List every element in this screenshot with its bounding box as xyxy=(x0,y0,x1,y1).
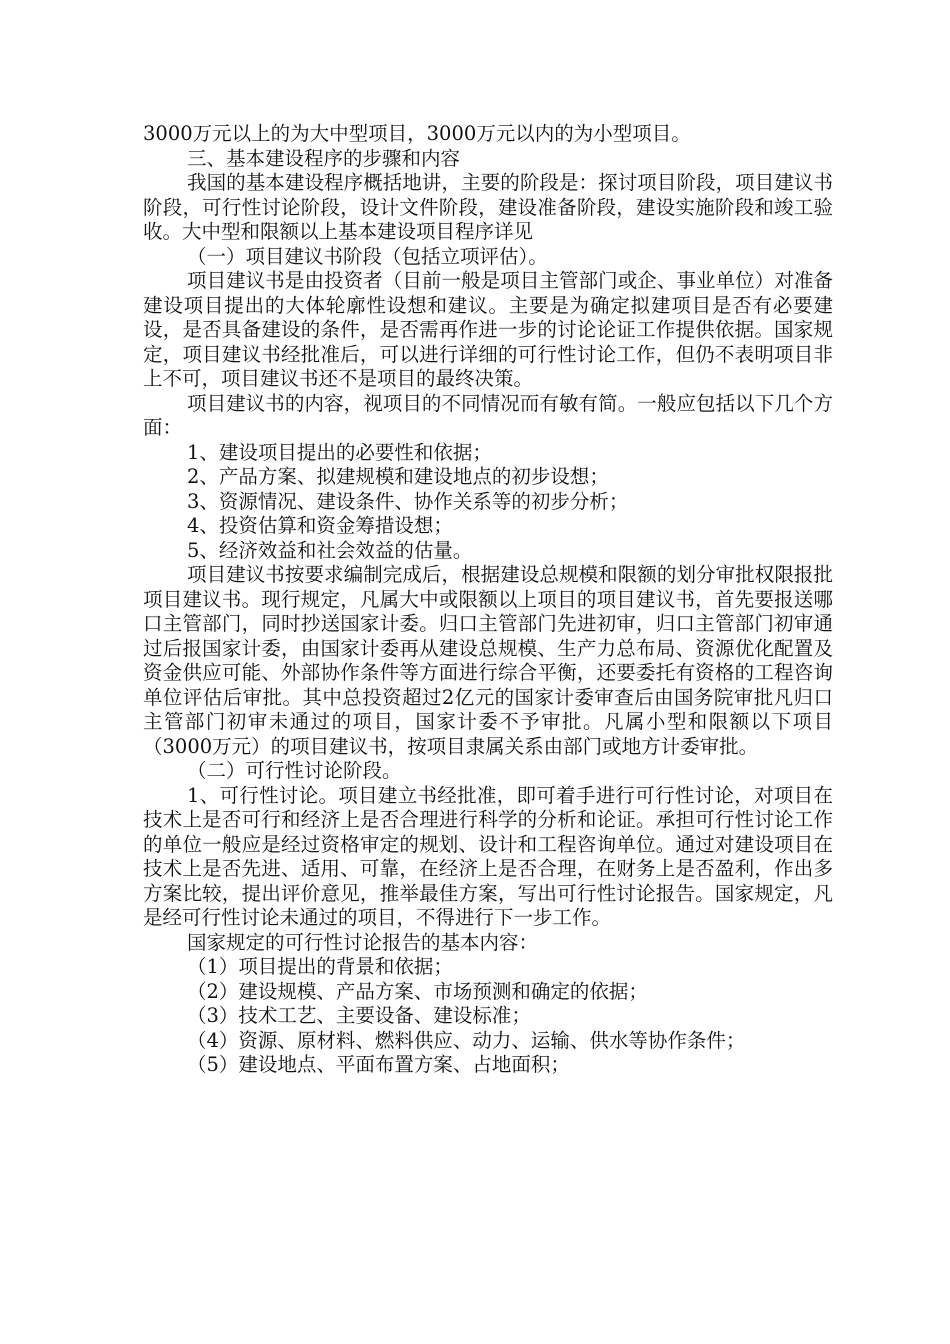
list-item: （5）建设地点、平面布置方案、占地面积； xyxy=(187,1053,570,1076)
list-item: 5、经济效益和社会效益的估量。 xyxy=(187,538,473,562)
paragraph: 国家规定的可行性讨论报告的基本内容： xyxy=(187,930,539,954)
list-item: 3、资源情况、建设条件、协作关系等的初步分析； xyxy=(187,489,629,513)
section-heading: 三、基本建设程序的步骤和内容 xyxy=(187,146,461,170)
document-body xyxy=(143,122,833,1078)
list-item: （4）资源、原材料、燃料供应、动力、运输、供水等协作条件； xyxy=(187,1028,746,1052)
list-item: （3）技术工艺、主要设备、建设标准； xyxy=(187,1004,531,1027)
paragraph: 项目建议书是由投资者（目前一般是项目主管部门或企、事业单位）对准备建设项目提出的大体轮廓性设想和建议。主要是为确定拟建项目是否有必要建设，是否具备建设的条件，是否需再作进一步的讨论论证工作提供依据。国家规定，项目建议书经批准后，可以进行详细的可行性讨论工作，但仍不表明项目非上不可，项目建议书还不是项目的最终决策。 xyxy=(143,269,833,390)
paragraph: 我国的基本建设程序概括地讲，主要的阶段是：探讨项目阶段，项目建议书阶段，可行性讨论阶段，设计文件阶段，建设准备阶段，建设实施阶段和竣工验收。大中型和限额以上基本建设项目程序详见 xyxy=(143,171,833,243)
list-item: 1、建设项目提出的必要性和依据； xyxy=(187,440,492,464)
list-item: 2、产品方案、拟建规模和建设地点的初步设想； xyxy=(187,465,609,488)
paragraph: 3000万元以上的为大中型项目，3000万元以内的为小型项目。 xyxy=(143,122,691,145)
list-item: （1）项目提出的背景和依据； xyxy=(187,955,453,978)
paragraph: 项目建议书按要求编制完成后，根据建设总规模和限额的划分审批权限报批项目建议书。现行规定，凡属大中或限额以上项目的项目建议书，首先要报送哪口主管部门，同时抄送国家计委。归口主管部门先进初审，归口主管部门初审通过后报国家计委，由国家计委再从建设总规模、生产力总布局、资源优化配置及资金供应可能、外部协作条件等方面进行综合平衡，还要委托有资格的工程咨询单位评估后审批。其中总投资超过2亿元的国家计委审查后由国务院审批凡归口主管部门初审未通过的项目，国家计委不予审批。凡属小型和限额以下项目（3000万元）的项目建议书，按项目隶属关系由部门或地方计委审批。 xyxy=(143,563,833,758)
paragraph: 1、可行性讨论。项目建立书经批准，即可着手进行可行性讨论，对项目在技术上是否可行和经济上是否合理进行科学的分析和论证。承担可行性讨论工作的单位一般应是经过资格审定的规划、设计和工程咨询单位。通过对建设项目在技术上是否先进、适用、可靠，在经济上是否合理，在财务上是否盈利，作出多方案比较，提出评价意见，推举最佳方案，写出可行性讨论报告。国家规定，凡是经可行性讨论未通过的项目，不得进行下一步工作。 xyxy=(143,783,833,929)
paragraph: 项目建议书的内容，视项目的不同情况而有敏有简。一般应包括以下几个方面： xyxy=(143,391,833,439)
subsection-heading: （一）项目建议书阶段（包括立项评估）。 xyxy=(187,244,548,268)
list-item: （2）建设规模、产品方案、市场预测和确定的依据； xyxy=(187,979,648,1003)
list-item: 4、投资估算和资金筹措设想； xyxy=(187,514,453,537)
subsection-heading: （二）可行性讨论阶段。 xyxy=(187,759,402,782)
